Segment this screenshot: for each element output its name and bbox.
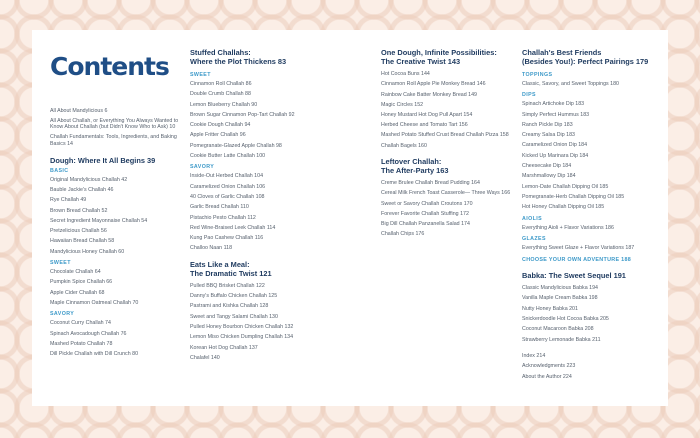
- toc-list: [522, 243, 662, 253]
- toc-entry[interactable]: Honey Mustard Hot Dog Pull Apart 154: [381, 112, 473, 119]
- toc-entry[interactable]: Garlic Bread Challah 110: [190, 204, 249, 211]
- section-label: SWEET: [50, 260, 71, 267]
- toc-entry[interactable]: Challah Bagels 160: [381, 142, 427, 149]
- chapter-heading[interactable]: Challah's Best Friends: [522, 48, 602, 57]
- toc-entry[interactable]: Cheesecake Dip 184: [522, 163, 572, 170]
- toc-entry[interactable]: Cookie Butter Latte Challah 100: [190, 153, 266, 160]
- chapter-heading[interactable]: One Dough, Infinite Possibilities:: [381, 48, 497, 57]
- toc-entry[interactable]: Simply Perfect Hummus 183: [522, 111, 590, 118]
- toc-entry[interactable]: Ranch Pickle Dip 183: [522, 121, 573, 128]
- toc-entry[interactable]: Pomegranate-Herb Challah Dipping Oil 185: [522, 193, 625, 200]
- toc-entry[interactable]: Everything Aioli + Flavor Variations 186: [522, 224, 614, 231]
- toc-entry[interactable]: Hot Cocoa Buns 144: [381, 71, 430, 77]
- toc-column-3: [381, 48, 516, 240]
- toc-entry[interactable]: Bauble Jackie's Challah 46: [50, 186, 114, 193]
- toc-list: [50, 175, 180, 257]
- toc-entry[interactable]: Coconut Macaroon Babka 208: [522, 326, 594, 333]
- toc-entry[interactable]: Strawberry Lemonade Babka 211: [522, 336, 601, 343]
- toc-entry[interactable]: Creme Brulee Challah Bread Pudding 164: [381, 180, 480, 187]
- toc-entry[interactable]: Herbed Cheese and Tomato Tart 156: [381, 122, 468, 129]
- chapter-heading[interactable]: Leftover Challah:: [381, 157, 442, 167]
- toc-entry[interactable]: Pulled Honey Bourbon Chicken Challah 132: [190, 323, 294, 330]
- toc-entry[interactable]: Index 214: [522, 352, 546, 359]
- toc-list: [50, 267, 180, 308]
- page-title: Contents: [50, 52, 169, 81]
- toc-list: [190, 171, 370, 253]
- toc-entry[interactable]: Rye Challah 49: [50, 197, 87, 204]
- toc-entry[interactable]: Coconut Curry Challah 74: [50, 320, 111, 327]
- toc-entry[interactable]: Classic Mandylicious Babka 194: [522, 285, 598, 292]
- toc-entry[interactable]: Caramelized Onion Dip 184: [522, 142, 588, 149]
- toc-entry[interactable]: Creamy Salsa Dip 183: [522, 132, 575, 139]
- toc-entry[interactable]: Lemon Blueberry Challah 90: [190, 101, 258, 108]
- toc-entry[interactable]: Double Crumb Challah 88: [190, 91, 251, 98]
- toc-entry[interactable]: Brown Bread Challah 52: [50, 207, 108, 214]
- toc-entry[interactable]: Everything Sweet Glaze + Flavor Variations 187: [522, 244, 635, 251]
- toc-entry[interactable]: Sweet or Savory Challah Croutons 170: [381, 200, 473, 207]
- toc-entry[interactable]: Challah Chips 176: [381, 231, 425, 238]
- toc-entry[interactable]: 40 Cloves of Garlic Challah 108: [190, 193, 265, 200]
- toc-entry[interactable]: Marshmallowy Dip 184: [522, 173, 576, 180]
- toc-entry[interactable]: Caramelized Onion Challah 106: [190, 183, 266, 190]
- chapter-heading[interactable]: Dough: Where It All Begins 39: [50, 155, 156, 165]
- toc-list: [50, 318, 180, 359]
- toc-list: [522, 99, 662, 212]
- toc-entry[interactable]: Pretzelicious Challah 56: [50, 228, 107, 235]
- toc-entry[interactable]: Nutty Honey Babka 201: [522, 305, 578, 312]
- chapter-heading-line2[interactable]: The Creative Twist 143: [381, 57, 461, 66]
- toc-entry[interactable]: Pomegranate-Glazed Apple Challah 98: [190, 142, 282, 149]
- section-label: TOPPINGS: [522, 72, 553, 78]
- toc-entry[interactable]: Maple Cinnamon Oatmeal Challah 70: [50, 299, 139, 306]
- toc-entry[interactable]: Kicked Up Marinara Dip 184: [522, 152, 589, 159]
- toc-list: [381, 69, 516, 151]
- toc-entry[interactable]: Hawaiian Bread Challah 58: [50, 238, 115, 245]
- toc-list: [522, 79, 662, 89]
- toc-entry[interactable]: Original Mandylicious Challah 42: [50, 176, 128, 183]
- toc-entry[interactable]: Korean Hot Dog Challah 137: [190, 344, 258, 351]
- toc-list: [522, 351, 662, 382]
- toc-entry[interactable]: Pistachio Pesto Challah 112: [190, 214, 256, 221]
- toc-entry[interactable]: Snickerdoodle Hot Cocoa Babka 205: [522, 316, 609, 323]
- toc-entry[interactable]: About the Author 224: [522, 373, 572, 380]
- contents-page: [32, 30, 668, 406]
- section-label: DIPS: [522, 92, 536, 99]
- section-label: AIOLIS: [522, 215, 543, 222]
- section-label: SAVORY: [190, 164, 215, 171]
- toc-entry[interactable]: Spinach Artichoke Dip 183: [522, 101, 585, 108]
- toc-entry[interactable]: Apple Cider Challah 68: [50, 289, 105, 296]
- toc-column-2: [190, 48, 370, 363]
- toc-entry[interactable]: Cinnamon Roll Apple Pie Monkey Bread 146: [381, 81, 486, 88]
- toc-entry[interactable]: Mashed Potato Challah 78: [50, 340, 113, 347]
- toc-list: [522, 283, 662, 345]
- toc-entry[interactable]: Chocolate Challah 64: [50, 269, 101, 276]
- toc-entry[interactable]: Hot Honey Challah Dipping Oil 185: [522, 204, 605, 211]
- toc-entry[interactable]: Pastrami and Kishka Challah 128: [190, 303, 269, 310]
- toc-entry[interactable]: Sweet and Tangy Salami Challah 130: [190, 313, 278, 320]
- toc-list: [190, 281, 370, 363]
- chapter-heading-line2[interactable]: The After-Party 163: [381, 166, 449, 176]
- toc-entry[interactable]: Inside-Out Herbed Challah 104: [190, 173, 264, 180]
- toc-entry[interactable]: Secret Ingredient Mayonnaise Challah 54: [50, 217, 148, 224]
- toc-entry[interactable]: All About Challah, or Everything You Always Wanted to Know About Challah (but Didn't Know Who to Ask) 10: [50, 117, 179, 131]
- toc-entry[interactable]: Brown Sugar Cinnamon Pop-Tart Challah 92: [190, 111, 295, 118]
- toc-entry[interactable]: Spinach Avocadough Challah 76: [50, 330, 127, 337]
- toc-entry[interactable]: Red Wine-Braised Leek Challah 114: [190, 224, 276, 231]
- toc-entry[interactable]: Lemon-Date Challah Dipping Oil 185: [522, 183, 609, 190]
- toc-entry[interactable]: Vanilla Maple Cream Babka 198: [522, 295, 598, 302]
- toc-entry[interactable]: Challoo Naan 118: [190, 245, 233, 252]
- chapter-heading[interactable]: Stuffed Challahs:: [190, 48, 251, 57]
- toc-entry[interactable]: Cinnamon Roll Challah 86: [190, 81, 252, 87]
- toc-entry[interactable]: Apple Fritter Challah 96: [190, 132, 246, 139]
- section-label: SAVORY: [50, 311, 75, 318]
- toc-entry[interactable]: Rainbow Cake Batter Monkey Bread 149: [381, 91, 477, 98]
- chapter-heading[interactable]: Eats Like a Meal:: [190, 259, 250, 269]
- toc-entry[interactable]: Classic, Savory, and Sweet Toppings 180: [522, 81, 619, 87]
- toc-entry[interactable]: Pulled BBQ Brisket Challah 122: [190, 282, 265, 289]
- chapter-heading-line2[interactable]: Where the Plot Thickens 83: [190, 57, 287, 66]
- toc-entry[interactable]: Acknowledgments 223: [522, 363, 576, 370]
- toc-entry[interactable]: Dill Pickle Challah with Dill Crunch 80: [50, 351, 139, 358]
- section-label: SWEET: [190, 72, 211, 78]
- toc-entry[interactable]: Mandylicious Honey Challah 60: [50, 248, 125, 255]
- section-label: BASIC: [50, 167, 69, 174]
- chapter-heading-line2[interactable]: (Besides You!): Perfect Pairings 179: [522, 57, 649, 66]
- chapter-heading-line2[interactable]: The Dramatic Twist 121: [190, 268, 272, 278]
- toc-entry[interactable]: Challah Fundamentals: Tools, Ingredients, and Baking Basics 14: [50, 134, 177, 148]
- toc-entry[interactable]: Mashed Potato Stuffed Crust Bread Challah Pizza 158: [381, 132, 509, 139]
- chapter-heading[interactable]: Babka: The Sweet Sequel 191: [522, 271, 626, 281]
- toc-list: [190, 79, 370, 161]
- toc-entry[interactable]: All About Mandylicious 6: [50, 108, 108, 114]
- section-label: GLAZES: [522, 235, 546, 242]
- toc-entry[interactable]: Big Dill Challah Panzanella Salad 174: [381, 221, 470, 228]
- toc-entry[interactable]: Magic Circles 152: [381, 101, 424, 108]
- toc-entry[interactable]: Forever Favorite Challah Stuffing 172: [381, 210, 469, 217]
- toc-entry[interactable]: Cereal Milk French Toast Casserole— Three Ways 166: [381, 189, 511, 196]
- toc-column-1: [50, 48, 180, 359]
- toc-list: [522, 223, 662, 233]
- toc-entry[interactable]: Kung Pao Cashew Challah 116: [190, 235, 264, 242]
- adventure-link[interactable]: CHOOSE YOUR OWN ADVENTURE 188: [522, 257, 632, 264]
- toc-entry[interactable]: Pumpkin Spice Challah 66: [50, 279, 113, 286]
- toc-column-4: [522, 48, 662, 382]
- toc-entry[interactable]: Chalafel 140: [190, 354, 220, 361]
- toc-entry[interactable]: Danny's Buffalo Chicken Challah 125: [190, 293, 278, 300]
- toc-entry[interactable]: Cookie Dough Challah 94: [190, 122, 251, 129]
- toc-entry[interactable]: Lemon Miso Chicken Dumpling Challah 134: [190, 334, 294, 341]
